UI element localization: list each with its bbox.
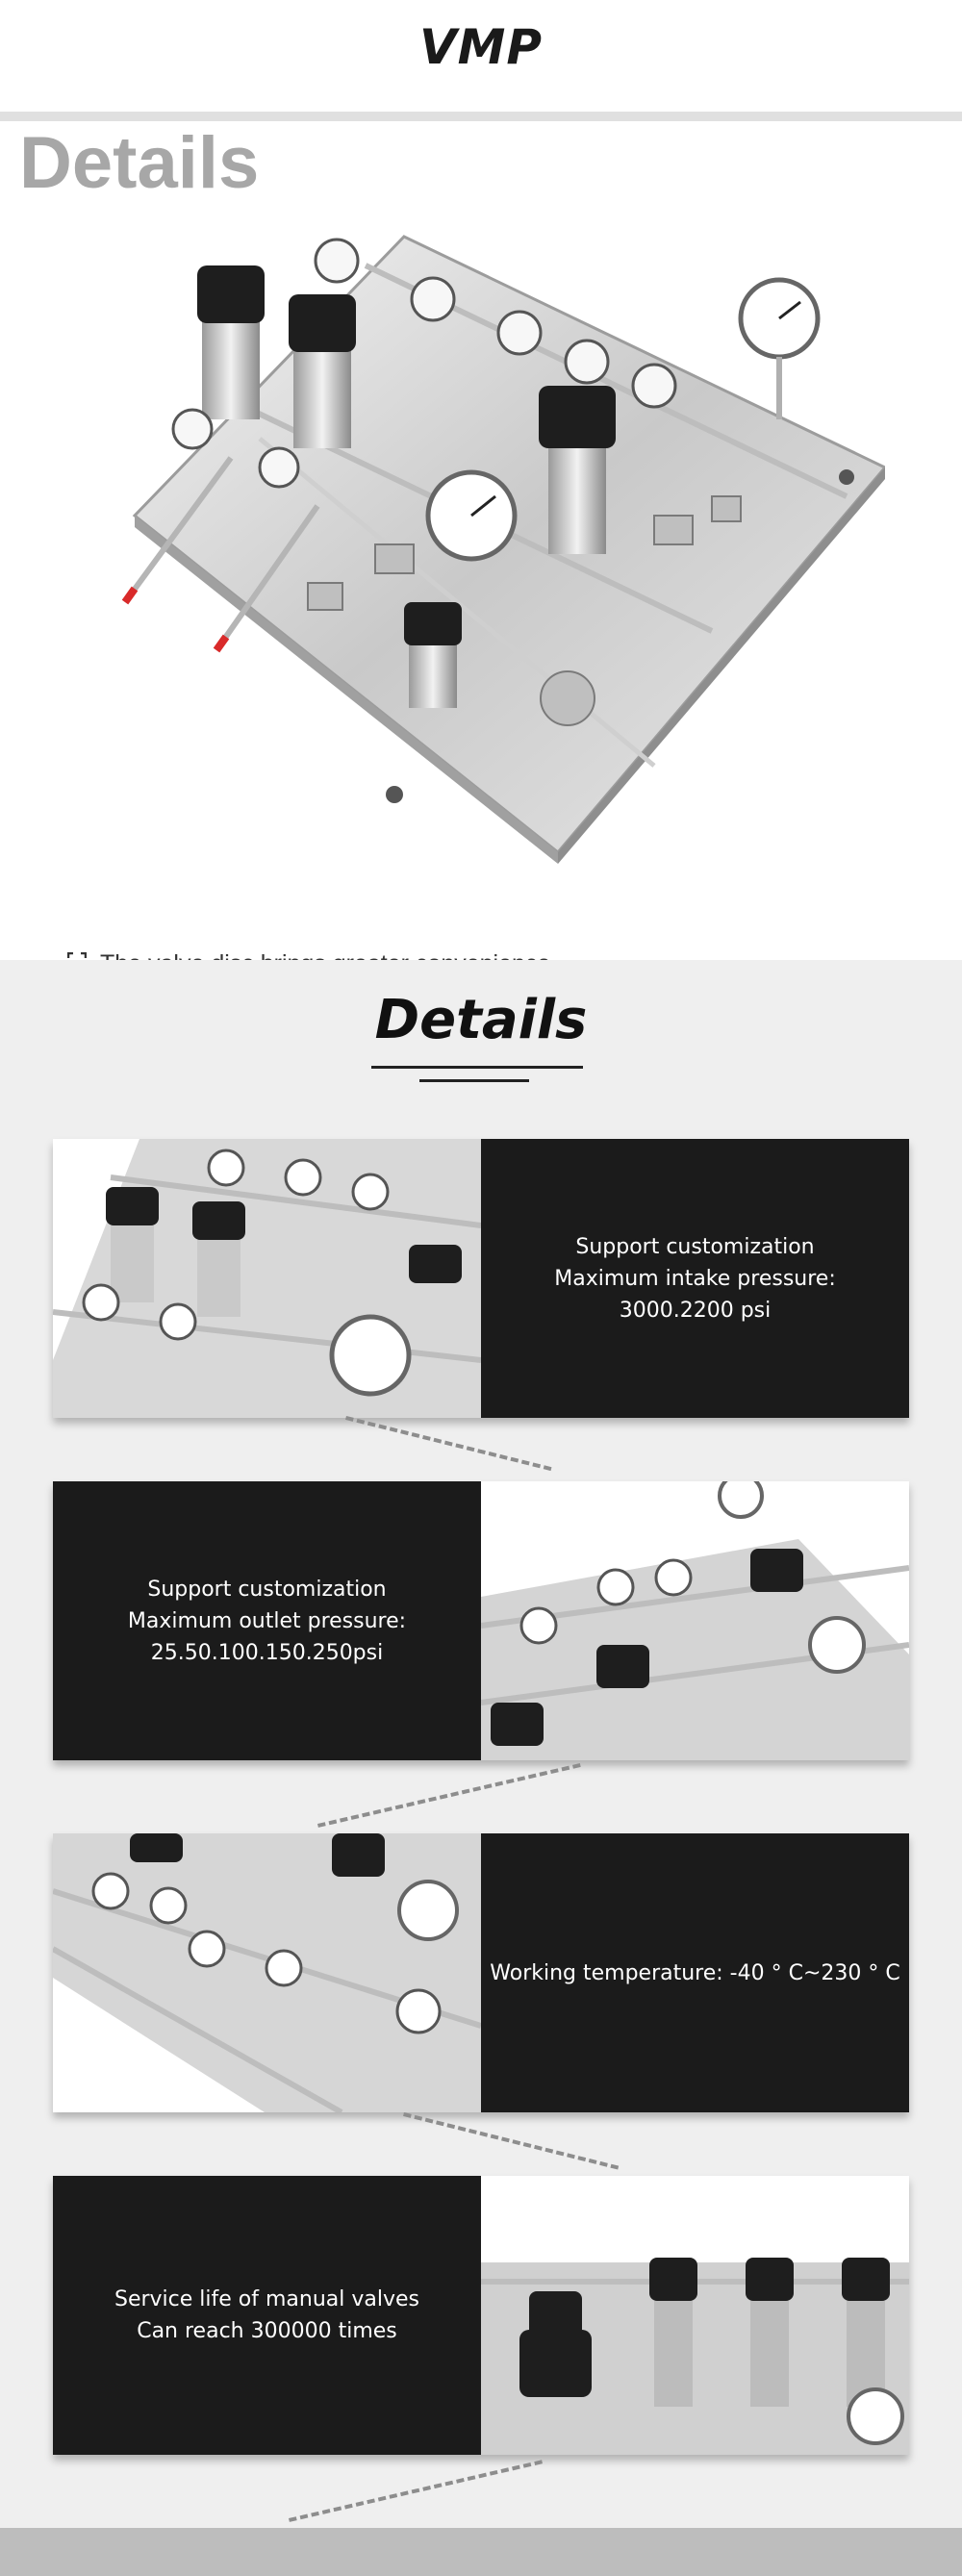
section-title: Details <box>374 989 588 1051</box>
detail-text-panel-4 <box>53 2176 481 2455</box>
detail-text-panel-2 <box>53 1481 481 1760</box>
header-divider <box>0 112 962 121</box>
detail-image-1 <box>53 1139 481 1418</box>
footer-bar <box>0 2528 962 2576</box>
hero-section <box>0 121 962 960</box>
detail-row-2 <box>53 1481 909 1760</box>
detail-text-2: Support customization Maximum outlet pressure: 25.50.100.150.250psi <box>127 1577 407 1665</box>
detail-row-3 <box>53 1833 909 2112</box>
detail-text-panel-1 <box>481 1139 909 1418</box>
title-underline <box>371 1066 583 1069</box>
page-header <box>0 0 962 112</box>
detail-row-1 <box>53 1139 909 1418</box>
valve-panel-image <box>115 179 885 929</box>
hero-heading: Details <box>19 122 260 204</box>
detail-image-2 <box>481 1481 909 1760</box>
detail-text-1: Support customization Maximum intake pressure: 3000.2200 psi <box>554 1234 836 1323</box>
brand-title: VMP <box>418 19 544 75</box>
detail-image-4 <box>481 2176 909 2455</box>
title-underline-short <box>419 1079 529 1082</box>
detail-text-3: Working temperature: -40 ° C~230 ° C <box>490 1960 900 1985</box>
detail-image-3 <box>53 1833 481 2112</box>
detail-text-4: Service life of manual valves Can reach 300000 times <box>114 2287 419 2343</box>
dashed-connector-4 <box>289 2460 543 2522</box>
details-section <box>0 960 962 2528</box>
dashed-connector-3 <box>403 2112 619 2170</box>
dashed-connector-1 <box>345 1416 551 1471</box>
detail-row-4 <box>53 2176 909 2455</box>
detail-text-panel-3 <box>481 1833 909 2112</box>
dashed-connector-2 <box>317 1763 581 1828</box>
